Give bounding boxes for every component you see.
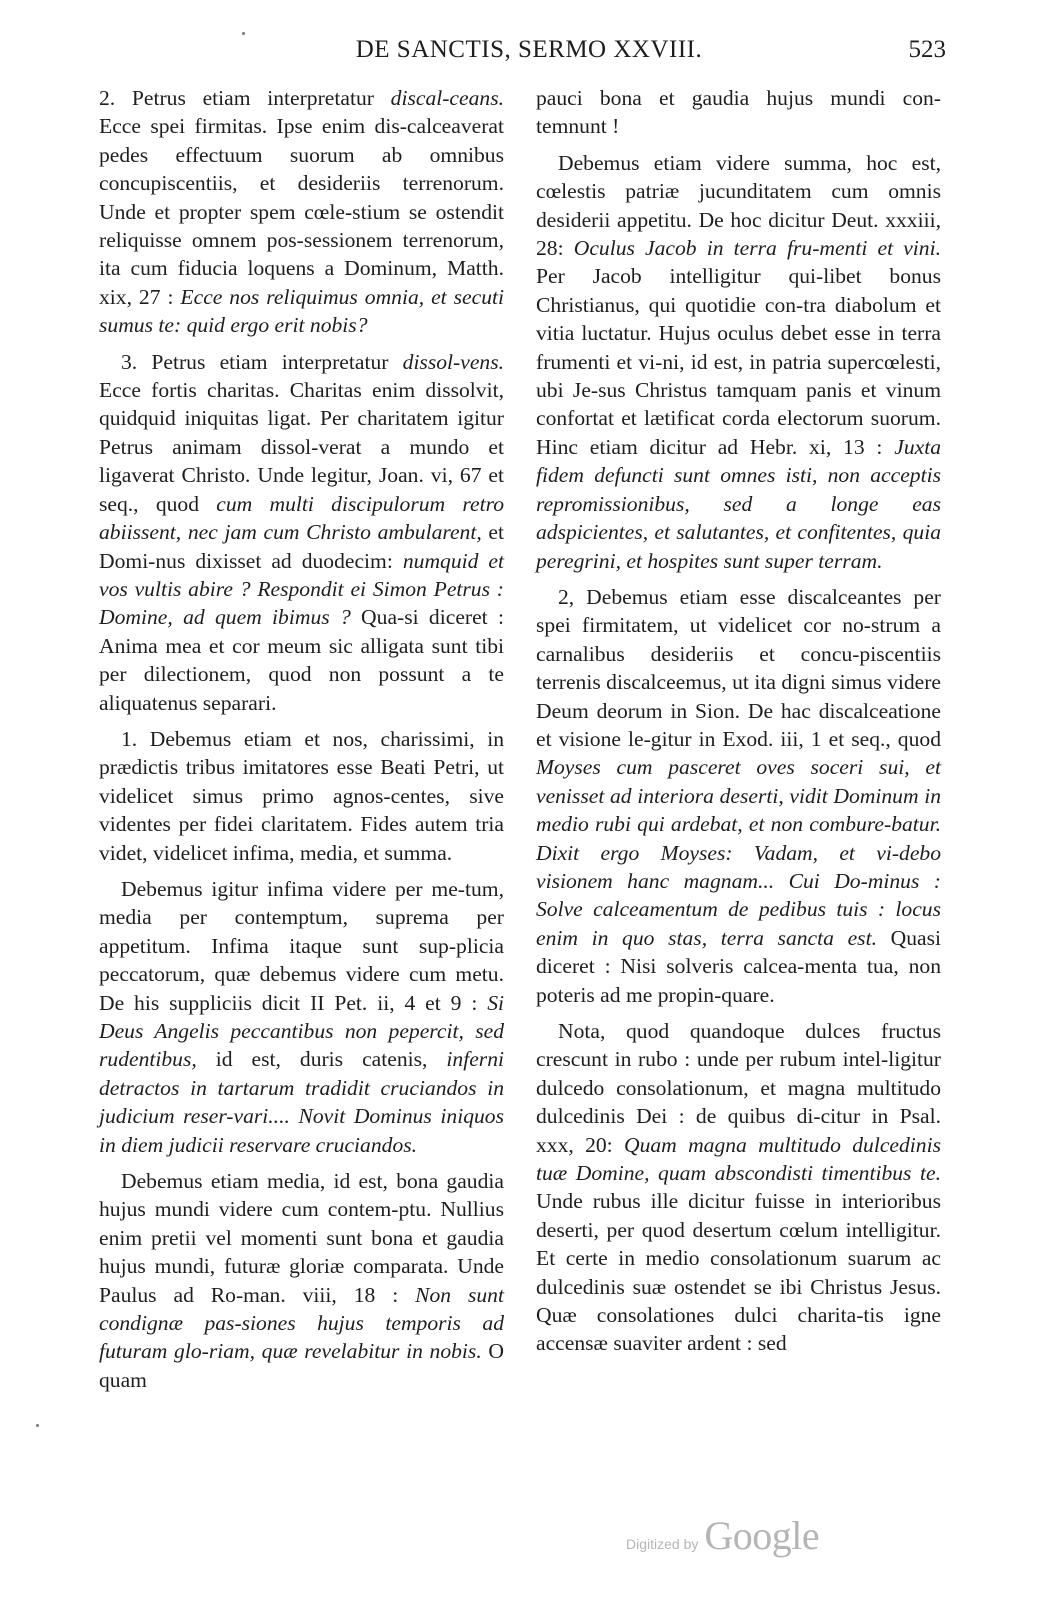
paragraph: 2, Debemus etiam esse discalceantes per spei firmitatem, ut videlicet cor no-strum a carnalibus desideriis et concu-piscentiis terrenis discalceemus, ut ita digni simus videre Deum deorum in Sion. De hac discalceatione et visione le-gitur in Exod. iii, 1 et seq., quod Moyses cum pasceret oves soceri sui, et venisset ad interiora deserti, vidit Dominum in medio rubi qui ardebat, et non combure-batur. Dixit ergo Moyses: Vadam, et vi-debo visionem hanc magnam... Cui Do-minus : Solve calceamentum de pedibus tuis : locus enim in quo stas, terra sancta est. Quasi diceret : Nisi solveris calcea-menta tua, non poteris ad me propin-quare. bbox=[536, 584, 941, 1007]
page-number: 523 bbox=[908, 36, 946, 63]
paragraph: Debemus etiam videre summa, hoc est, cœlestis patriæ jucunditatem cum omnis desiderii appetitu. De hoc dicitur Deut. xxxiii, 28: Oculus Jacob in terra fru-menti et vini. Per Jacob intelligitur qui-libet bonus Christianus, qui quotidie con-tra diabolum et vitia luctatur. Hujus oculus debet esse in terra frumenti et vi-ni, id est, in patria supercœlesti, ubi Je-sus Christus tamquam panis et vinum confortat et lætificat corda electorum suorum. Hinc etiam dicitur ad Hebr. xi, 13 : Juxta fidem defuncti sunt omnes isti, non acceptis repromissionibus, sed a longe eas adspicientes, et salutantes, et confitentes, quia peregrini, et hospites sunt super terram. bbox=[536, 150, 941, 573]
watermark-caption: Digitized by bbox=[626, 1536, 699, 1552]
paragraph: 1. Debemus etiam et nos, charissimi, in prædictis tribus imitatores esse Beati Petri, ut videlicet simus primo agnos-centes, sive videntes per fidei claritatem. Fides autem tria videt, videlicet infima, media, et summa. bbox=[99, 726, 504, 865]
digitized-watermark bbox=[626, 1512, 819, 1559]
paragraph: Debemus etiam media, id est, bona gaudia hujus mundi videre cum contem-ptu. Nullius enim pretii vel momenti sunt bona et gaudia hujus mundi, futuræ gloriæ comparata. Unde Paulus ad Ro-man. viii, 18 : Non sunt condignæ pas-siones hujus temporis ad futuram glo-riam, quæ revelabitur in nobis. O quam bbox=[99, 1169, 504, 1392]
paragraph: Debemus igitur infima videre per me-tum, media per contemptum, suprema per appetitum. Infima itaque sunt sup-plicia peccatorum, quæ debemus videre cum metu. De his suppliciis dicit II Pet. ii, 4 et 9 : Si Deus Angelis peccantibus non pepercit, sed rudentibus, id est, duris catenis, inferni detractos in tartarum tradidit cruciandos in judicium reser-vari.... Novit Dominus iniquos in diem judicii reservare cruciandos. bbox=[99, 876, 504, 1157]
paragraph: 3. Petrus etiam interpretatur dissol-vens. Ecce fortis charitas. Charitas enim dissolvit, quidquid iniquitas ligat. Per charitatem igitur Petrus animam dissol-verat a mundo et ligaverat Christo. Unde legitur, Joan. vi, 67 et seq., quod cum multi discipulorum retro abiissent, nec jam cum Christo ambularent, et Domi-nus dixisset ad duodecim: numquid et vos vultis abire ? Respondit ei Simon Petrus : Domine, ad quem ibimus ? Qua-si diceret : Anima mea et cor meum sic alligata sunt tibi per dilectionem, quod non possunt a te aliquatenus separari. bbox=[99, 349, 505, 715]
paragraph: pauci bona et gaudia hujus mundi con-temnunt ! bbox=[536, 86, 941, 139]
paragraph: Nota, quod quandoque dulces fructus crescunt in rubo : unde per rubum intel-ligitur dulcedo consolationum, et magna multitudo dulcedinis Dei : de quibus di-citur in Psal. xxx, 20: Quam magna multitudo dulcedinis tuæ Domine, quam abscondisti timentibus te. Unde rubus ille dicitur fuisse in interioribus deserti, per quod desertum cœlum intelligitur. Et certe in medio consolationum suarum ac dulcedinis suæ ostendet se ibi Christus Jesus. Quæ consolationes dulci charita-tis igne accensæ suaviter ardent : sed bbox=[536, 1019, 941, 1356]
right-text-column bbox=[536, 84, 941, 1366]
google-logo: Google bbox=[704, 1513, 820, 1558]
running-header-title: DE SANCTIS, SERMO XXVIII. bbox=[355, 36, 703, 63]
paragraph: 2. Petrus etiam interpretatur discal-ceans. Ecce spei firmitas. Ipse enim dis-calceaverat pedes effectuum suorum ab omnibus concupiscentiis, et desideriis terrenorum. Unde et propter spem cœle-stium se ostendit reliquisse omnem pos-sessionem terrenorum, ita cum fiducia loquens a Dominum, Matth. xix, 27 : Ecce nos reliquimus omnia, et secuti sumus te: quid ergo erit nobis? bbox=[99, 86, 504, 338]
left-text-column bbox=[99, 84, 504, 1402]
scan-speck bbox=[242, 32, 245, 35]
scan-speck bbox=[36, 1424, 39, 1427]
